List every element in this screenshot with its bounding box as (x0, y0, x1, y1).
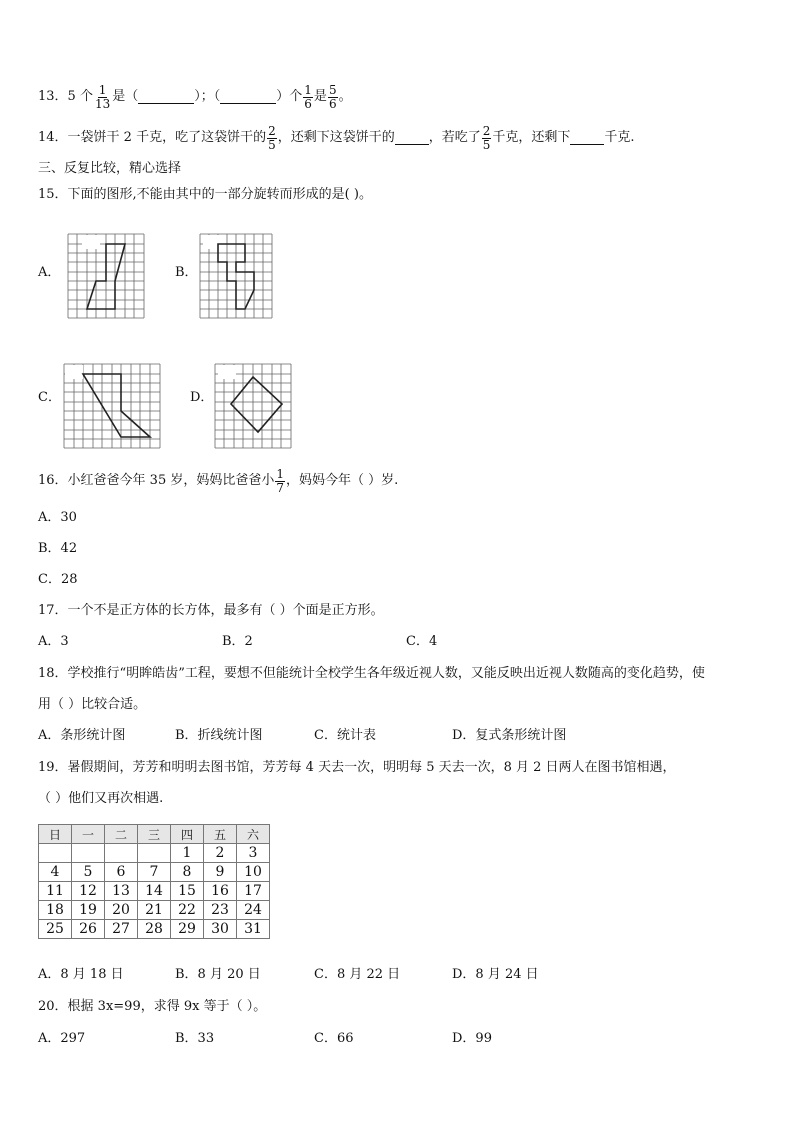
question-13 (38, 82, 352, 112)
q14-fraction-1: $\frac{2}{5}$ (268, 123, 276, 152)
calendar-day: 16 (204, 882, 237, 901)
q15-option-b-figure (198, 232, 274, 322)
q20-option-a[interactable]: A．297 (38, 1031, 86, 1046)
calendar-day: 9 (204, 863, 237, 882)
q15-option-a-figure (66, 232, 146, 322)
q20-option-b[interactable]: B．33 (175, 1031, 215, 1046)
calendar-week-row (39, 901, 270, 920)
q15-option-b-label[interactable]: B． (175, 265, 198, 280)
q14-fraction-2: $\frac{2}{5}$ (482, 123, 491, 152)
q19-option-b[interactable]: B．8 月 20 日 (175, 967, 261, 982)
calendar-day (72, 844, 105, 863)
q13-number: 13． (38, 89, 68, 104)
weekday-wed: 三 (138, 825, 171, 844)
q19-stem-line-1: 19．暑假期间，芳芳和明明去图书馆，芳芳每 4 天去一次，明明每 5 天去一次，8 月 2 日两人在图书馆相遇， (38, 760, 676, 775)
calendar-day: 10 (237, 863, 270, 882)
q19-option-d[interactable]: D．8 月 24 日 (452, 967, 539, 982)
q17-option-a[interactable]: A．3 (38, 634, 69, 649)
q13-text-2: 是（ (112, 89, 139, 104)
calendar-day: 12 (72, 882, 105, 901)
calendar-day: 25 (39, 920, 72, 939)
calendar-day: 5 (72, 863, 105, 882)
calendar-day: 15 (171, 882, 204, 901)
calendar-week-row (39, 882, 270, 901)
q13-text-1: 5 个 (67, 89, 93, 104)
q18-option-a[interactable]: A．条形统计图 (38, 728, 126, 743)
q13-text-3: ）；（ (194, 89, 221, 104)
q16-text-2: ，妈妈今年（ ）岁. (286, 473, 399, 488)
weekday-thu: 四 (171, 825, 204, 844)
q19-stem-line-2: （ ）他们又再次相遇. (38, 791, 164, 806)
q18-stem-line-1: 18．学校推行“明眸皓齿”工程，要想不但能统计全校学生各年级近视人数，又能反映出近视人数随高的变化趋势，使 (38, 666, 705, 681)
q16-option-b[interactable]: B．42 (38, 541, 78, 556)
q14-text-5: 千克. (604, 130, 635, 145)
calendar-day: 23 (204, 901, 237, 920)
calendar-week-row (39, 920, 270, 939)
q20-option-c[interactable]: C．66 (314, 1031, 354, 1046)
q17-option-b[interactable]: B．2 (222, 634, 253, 649)
calendar-day: 24 (237, 901, 270, 920)
q15-option-c-label[interactable]: C． (38, 390, 61, 405)
calendar-day: 30 (204, 920, 237, 939)
q13-fraction-1: $\frac{1}{13}$ (94, 82, 111, 111)
q15-option-c-figure (62, 362, 162, 452)
q14-number: 14． (38, 130, 68, 145)
section-heading: 三、反复比较，精心选择 (38, 161, 182, 176)
calendar-day: 19 (72, 901, 105, 920)
question-16 (38, 466, 398, 496)
q19-option-c[interactable]: C．8 月 22 日 (314, 967, 401, 982)
question-14 (38, 123, 635, 153)
q14-text-1: 一袋饼干 2 千克，吃了这袋饼干的 (67, 130, 267, 145)
q15-option-d-label[interactable]: D． (190, 390, 214, 405)
q15-stem: 15．下面的图形,不能由其中的一部分旋转而形成的是( )。 (38, 187, 372, 202)
calendar-day: 17 (237, 882, 270, 901)
calendar-header-row (39, 825, 270, 844)
calendar-day: 2 (204, 844, 237, 863)
q20-option-d[interactable]: D．99 (452, 1031, 492, 1046)
weekday-sun: 日 (39, 825, 72, 844)
q16-option-a[interactable]: A．30 (38, 510, 77, 525)
weekday-tue: 二 (105, 825, 138, 844)
q16-text-1: 16．小红爸爸今年 35 岁，妈妈比爸爸小 (38, 473, 275, 488)
calendar-day: 3 (237, 844, 270, 863)
q13-answer-blank-1[interactable] (138, 91, 194, 104)
q14-answer-blank-1[interactable] (395, 132, 429, 145)
q16-option-c[interactable]: C．28 (38, 572, 78, 587)
weekday-mon: 一 (72, 825, 105, 844)
q14-text-3: ，若吃了 (428, 130, 481, 145)
calendar-day: 29 (171, 920, 204, 939)
calendar-day: 20 (105, 901, 138, 920)
august-calendar (38, 824, 270, 939)
calendar-week-row (39, 863, 270, 882)
q20-stem: 20．根据 3x=99，求得 9x 等于（ ）。 (38, 999, 267, 1014)
calendar-day: 28 (138, 920, 171, 939)
q18-option-b[interactable]: B．折线统计图 (175, 728, 263, 743)
calendar-day: 26 (72, 920, 105, 939)
q15-option-d-figure (213, 362, 293, 452)
calendar-day (39, 844, 72, 863)
q18-stem-line-2: 用（ ）比较合适。 (38, 697, 147, 712)
calendar-day: 8 (171, 863, 204, 882)
q15-option-a-label[interactable]: A． (38, 265, 61, 280)
calendar-day (105, 844, 138, 863)
q19-option-a[interactable]: A．8 月 18 日 (38, 967, 124, 982)
calendar-day: 22 (171, 901, 204, 920)
calendar-day: 1 (171, 844, 204, 863)
q13-fraction-3: $\frac{5}{6}$ (328, 82, 337, 111)
q17-option-c[interactable]: C．4 (406, 634, 438, 649)
q18-option-d[interactable]: D．复式条形统计图 (452, 728, 567, 743)
calendar-day: 31 (237, 920, 270, 939)
calendar-day: 11 (39, 882, 72, 901)
q18-option-c[interactable]: C．统计表 (314, 728, 376, 743)
calendar-day: 14 (138, 882, 171, 901)
calendar-day: 27 (105, 920, 138, 939)
calendar-day: 21 (138, 901, 171, 920)
calendar-week-row (39, 844, 270, 863)
calendar-day: 6 (105, 863, 138, 882)
weekday-sat: 六 (237, 825, 270, 844)
q13-text-6: 。 (338, 89, 352, 104)
q13-answer-blank-2[interactable] (220, 91, 276, 104)
q14-text-4: 千克，还剩下 (492, 130, 571, 145)
q13-text-4: ）个 (276, 89, 303, 104)
q14-answer-blank-2[interactable] (570, 132, 604, 145)
calendar-day: 18 (39, 901, 72, 920)
q13-fraction-2: $\frac{1}{6}$ (304, 82, 312, 111)
q16-fraction: $\frac{1}{7}$ (276, 466, 284, 495)
calendar-day: 4 (39, 863, 72, 882)
calendar-day: 7 (138, 863, 171, 882)
q13-text-5: 是 (313, 89, 327, 104)
weekday-fri: 五 (204, 825, 237, 844)
q17-stem: 17．一个不是正方体的长方体，最多有（ ）个面是正方形。 (38, 603, 384, 618)
calendar-day: 13 (105, 882, 138, 901)
q14-text-2: ，还剩下这袋饼干的 (277, 130, 395, 145)
calendar-day (138, 844, 171, 863)
